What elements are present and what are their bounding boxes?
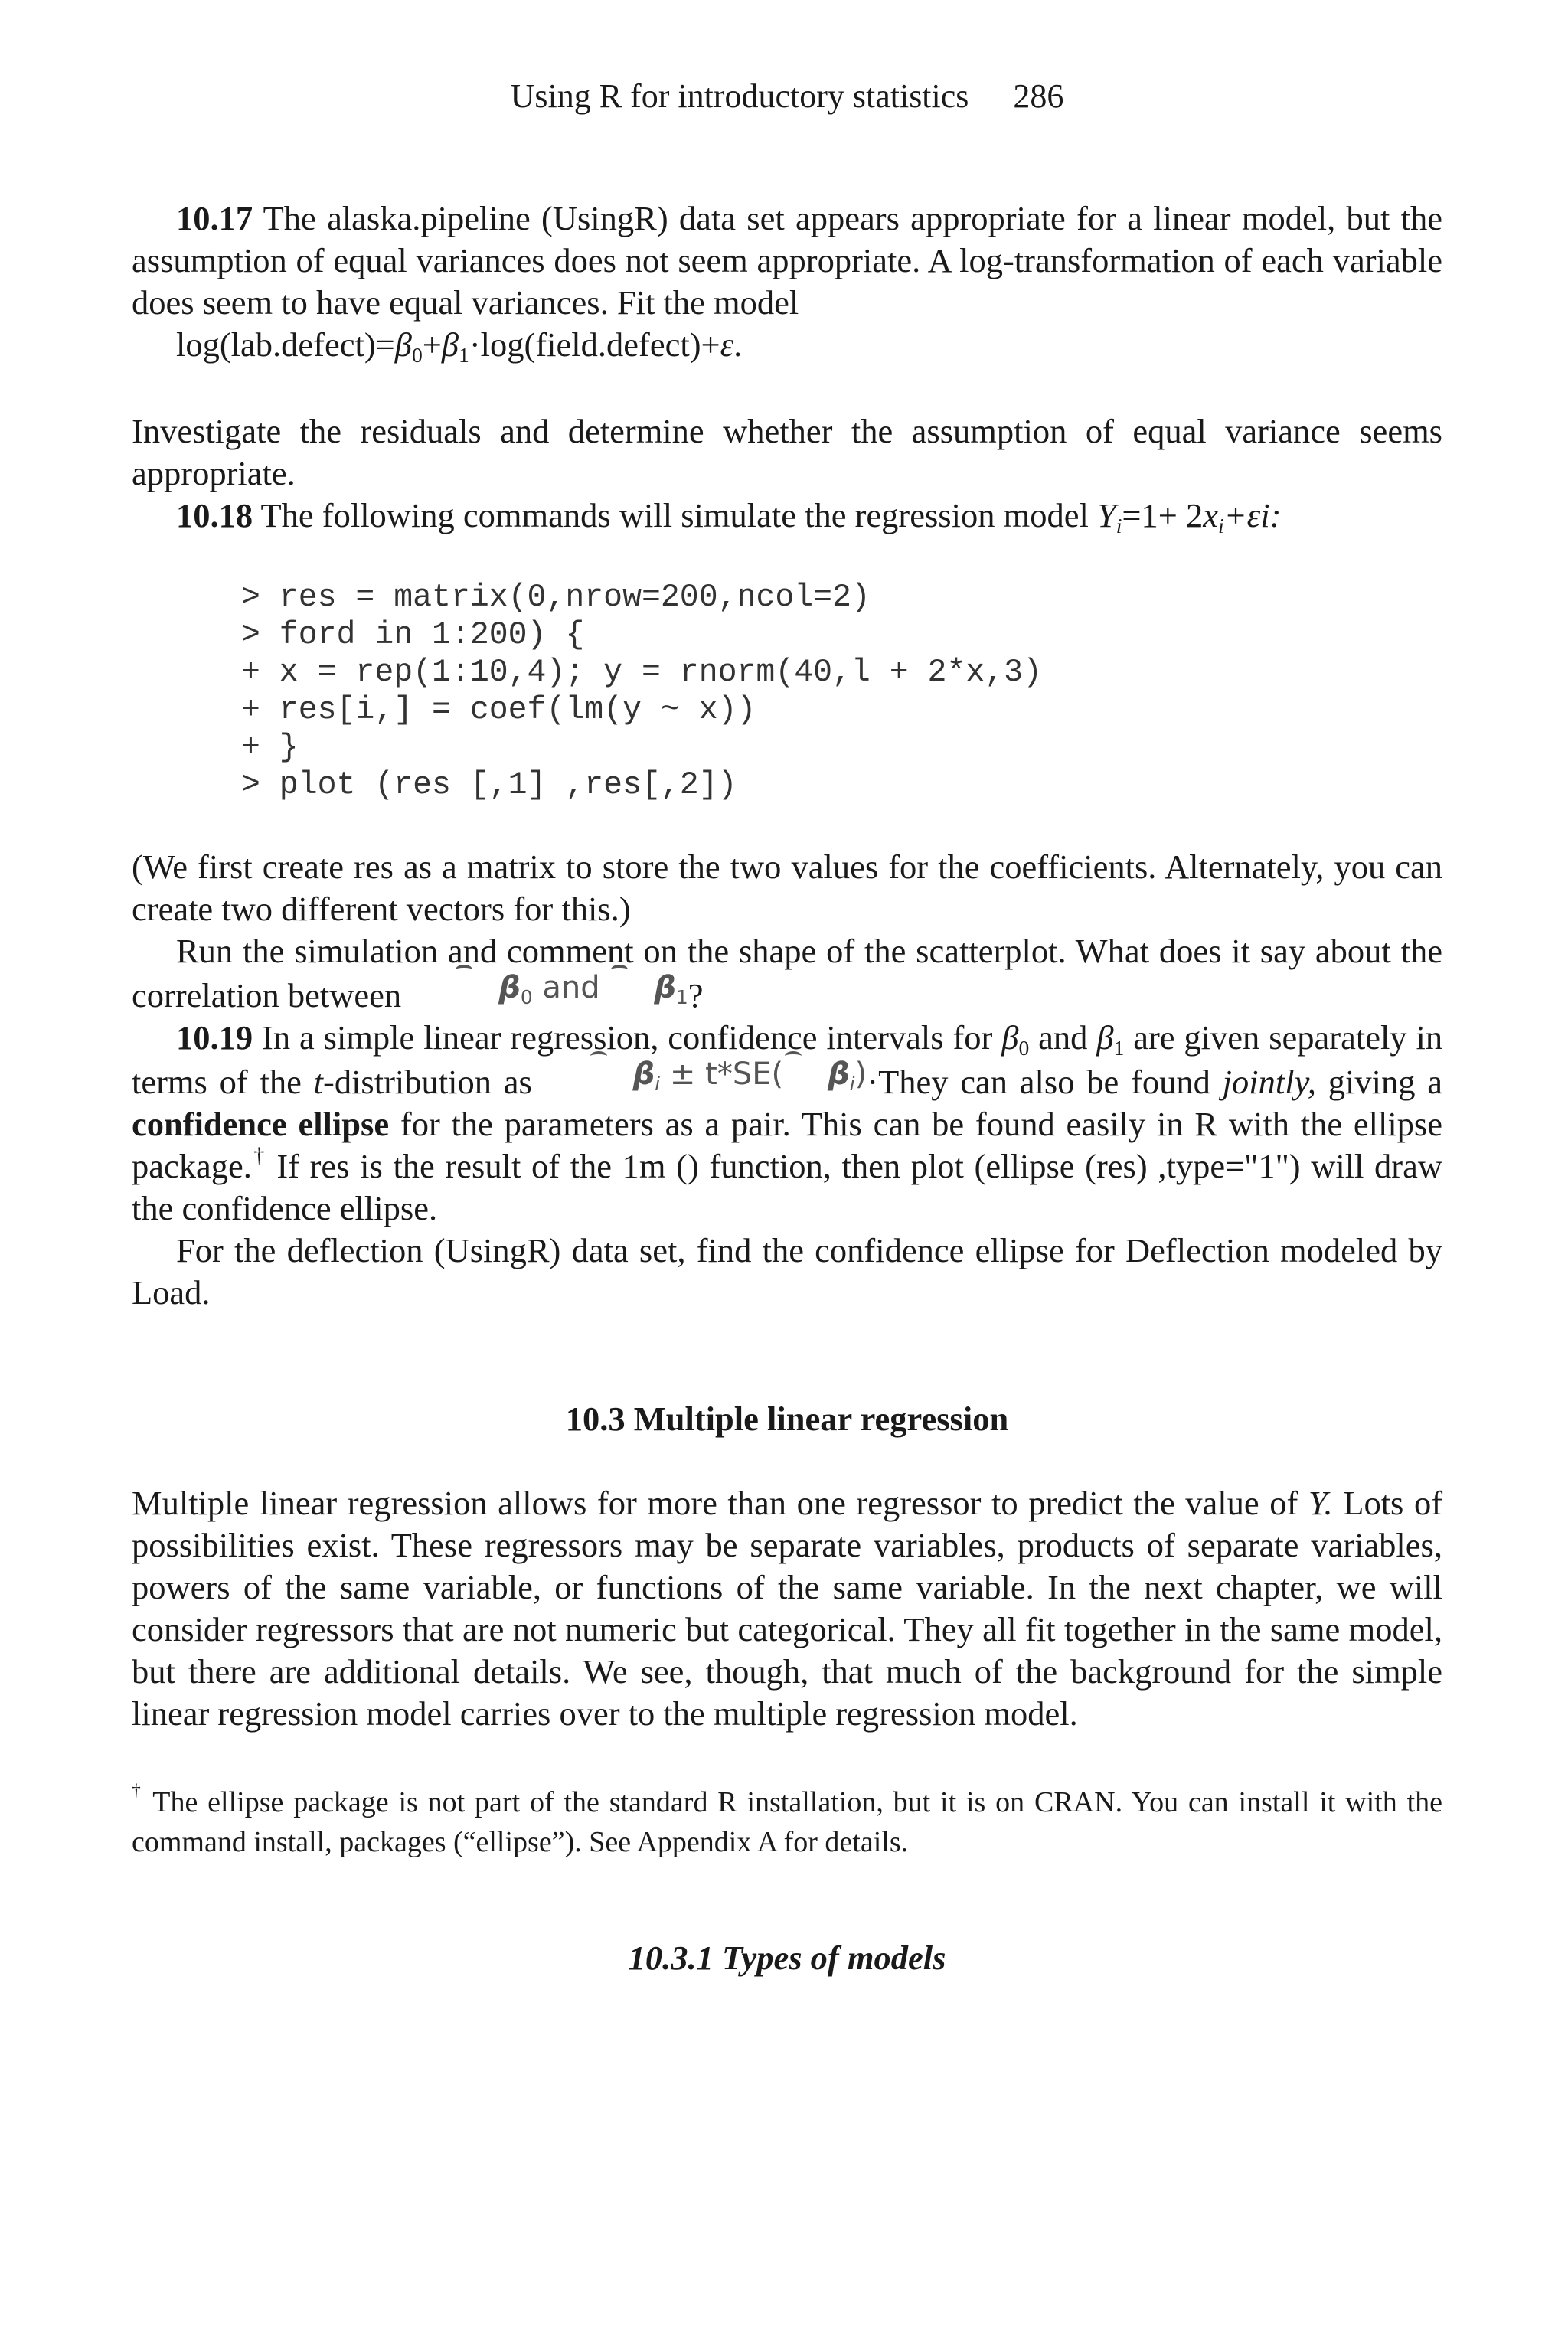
exercise-text: The alaska.pipeline (UsingR) data set appears appropriate for a linear model, but the assumption of equal variances does not seem appropriate. A log-transformation of each variable does seem to have equal variances. Fit the model — [132, 199, 1442, 322]
footnote-mark: † — [132, 1781, 144, 1801]
section-body: Multiple linear regression allows for more than one regressor to predict the value of Y. Lots of possibilities exist. These regressors may be separate variables, products of separate variables, powers of the same variable, or functions of the same variable. In the next chapter, we will consider regressors that are not numeric but categorical. They all fit together in the same model, but there are additional details. We see, though, that much of the background for the simple linear regression model carries over to the multiple regression model. — [132, 1484, 1443, 1733]
exercise-10-17 — [132, 198, 1442, 324]
footnote — [132, 1782, 1442, 1862]
exercise-followup: Investigate the residuals and determine whether the assumption of equal variance seems appropriate. — [132, 412, 1442, 492]
model-equation: $\log(lab.defect)=\beta_0+\beta_1\cdot\log(field.defect)+\varepsilon$. — [176, 325, 743, 367]
exercise-number: 10.17 — [176, 199, 253, 237]
code-line: > res = matrix(0,nrow=200,ncol=2) — [241, 580, 871, 616]
paragraph: (We first create res as a matrix to store the two values for the coefficients. Alternately, you can create two different vectors for this.) — [132, 848, 1442, 928]
code-line: + x = rep(1:10,4); y = rnorm(40,l + 2*x,3) — [241, 655, 1042, 691]
paragraph: Run the simulation and comment on the shape of the scatterplot. What does it say about the correlation between $\beta_0$ and $\beta_1$? — [132, 932, 1442, 1014]
footnote-text: The ellipse package is not part of the standard R installation, but it is on CRAN. You can install it with the command install, packages (“ellipse”). See Appendix A for details. — [132, 1786, 1442, 1858]
code-line: > ford in 1:200) { — [241, 617, 585, 653]
section-heading: 10.3 Multiple linear regression — [565, 1400, 1009, 1438]
page-number: 286 — [1013, 77, 1064, 115]
exercise-10-19: 10.19 In a simple linear regression, confidence intervals for $\beta_0$ and $\beta_1$ are given separately in terms of the t-distribution as $\beta_i \pm t*SE$( $\beta_i)\cdot They$ can also be found jointly, giving a confidence ellipse for the parameters as a pair. This can be found easily in R with the ellipse package.† If res is the result of the 1m () function, then plot (ellipse (res) ,type="1") will draw the confidence ellipse. — [132, 1018, 1443, 1227]
confidence-interval-formula: $\beta_i \pm t*SE$( $\beta_i$) — [544, 1059, 867, 1089]
code-line: > plot (res [,1] ,res[,2]) — [241, 767, 737, 803]
code-block — [241, 579, 1442, 804]
paragraph: For the deflection (UsingR) data set, find the confidence ellipse for Deflection modeled by Load. — [132, 1231, 1442, 1312]
page — [132, 0, 1442, 2352]
footnote-marker: † — [251, 1143, 266, 1167]
subsection-heading: 10.3.1 Types of models — [628, 1939, 946, 1977]
exercise-10-18: 10.18 The following commands will simulate the regression model $Y_i=1+ 2x_i+\varepsilon i$: — [176, 496, 1282, 537]
beta-hat-formula: $\beta_0$ and $\beta_1$ — [410, 972, 688, 1003]
running-head — [132, 75, 1442, 118]
main-content — [132, 198, 1442, 1979]
code-line: + } — [241, 730, 299, 766]
exercise-number: 10.19 — [176, 1018, 253, 1057]
exercise-number: 10.18 — [176, 496, 253, 534]
term-confidence-ellipse: confidence ellipse — [132, 1105, 390, 1143]
code-line: + res[i,] = coef(lm(y ~ x)) — [241, 692, 756, 728]
running-head-title: Using R for introductory statistics — [510, 77, 969, 115]
